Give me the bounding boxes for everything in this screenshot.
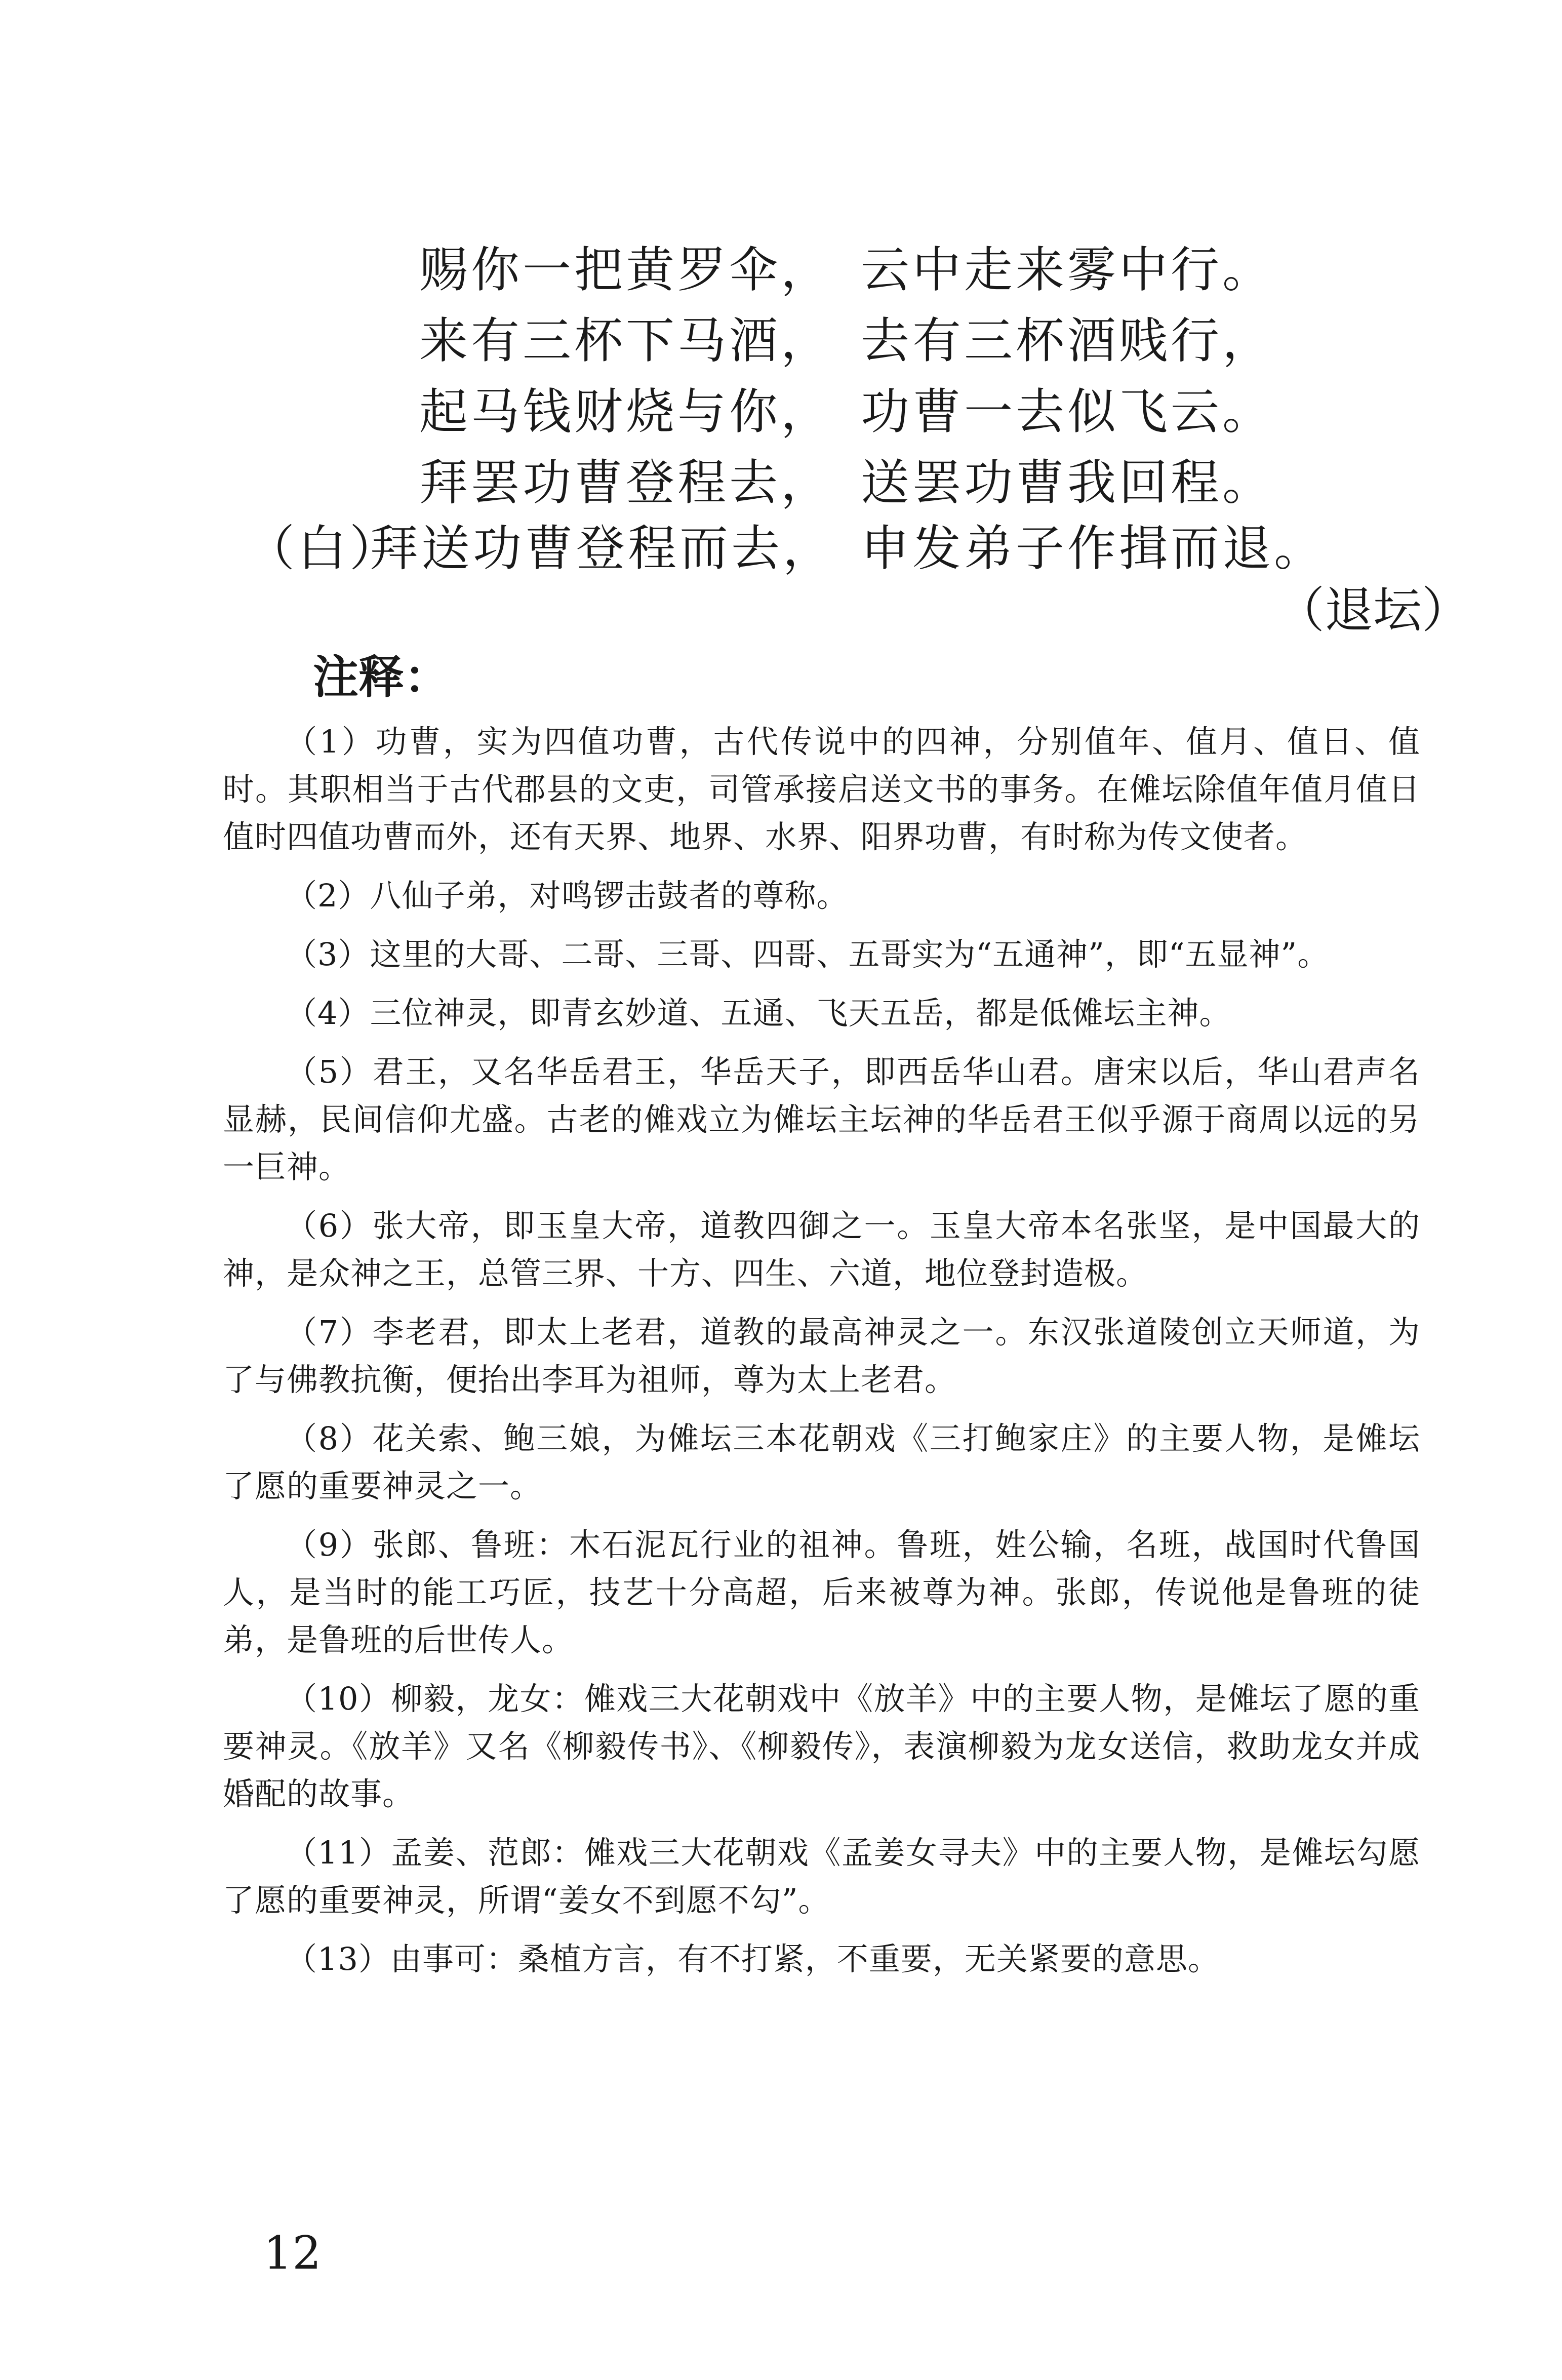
note-5: （5）君王，又名华岳君王，华岳天子，即西岳华山君。唐宋以后，华山君声名显赫，民间信仰尤盛。古老的傩戏立为傩坛主坛神的华岳君王似乎源于商周以远的另一巨神。 bbox=[223, 1053, 1420, 1185]
note-2: （2）八仙子弟，对鸣锣击鼓者的尊称。 bbox=[286, 877, 849, 914]
note-4: （4）三位神灵，即青玄妙道、五通、飞天五岳，都是低傩坛主神。 bbox=[286, 995, 1231, 1032]
verse-line-4-left: 拜罢功曹登程去， bbox=[419, 454, 832, 511]
note-9: （9）张郎、鲁班：木石泥瓦行业的祖神。鲁班，姓公输，名班，战国时代鲁国人，是当时的能工巧匠，技艺十分高超，后来被尊为神。张郎，传说他是鲁班的徒弟，是鲁班的后世传人。 bbox=[223, 1526, 1420, 1658]
note-10: （10）柳毅，龙女：傩戏三大花朝戏中《放羊》中的主要人物，是傩坛了愿的重要神灵。《放羊》又名《柳毅传书》、《柳毅传》，表演柳毅为龙女送信，救助龙女并成婚配的故事。 bbox=[223, 1680, 1420, 1812]
verse-line-3-right: 功曹一去似飞云。 bbox=[861, 383, 1274, 440]
note-3: （3）这里的大哥、二哥、三哥、四哥、五哥实为“五通神”，即“五显神”。 bbox=[286, 936, 1330, 973]
exit-stage-note: （退坛） bbox=[1276, 582, 1470, 639]
notes-list bbox=[223, 718, 1420, 1994]
verse-line-2-right: 去有三杯酒贱行， bbox=[861, 312, 1274, 369]
note-11: （11）孟姜、范郎：傩戏三大花朝戏《孟姜女寻夫》中的主要人物，是傩坛勾愿了愿的重要神灵，所谓“姜女不到愿不勾”。 bbox=[223, 1834, 1420, 1919]
verse-line-5-left: 拜送功曹登程而去， bbox=[370, 520, 834, 577]
verse-line-3-left: 起马钱财烧与你， bbox=[419, 383, 832, 440]
verse-line-5-prefix: （白） bbox=[246, 520, 401, 577]
note-1: （1）功曹，实为四值功曹，古代传说中的四神，分别值年、值月、值日、值时。其职相当于古代郡县的文吏，司管承接启送文书的事务。在傩坛除值年值月值日值时四值功曹而外，还有天界、地界、水界、阳界功曹，有时称为传文使者。 bbox=[223, 723, 1420, 855]
notes-heading: 注释： bbox=[313, 651, 450, 704]
verse-line-5-right: 申发弟子作揖而退。 bbox=[861, 520, 1326, 577]
note-13: （13）由事可：桑植方言，有不打紧，不重要，无关紧要的意思。 bbox=[286, 1940, 1220, 1977]
note-6: （6）张大帝，即玉皇大帝，道教四御之一。玉皇大帝本名张坚，是中国最大的神，是众神之王，总管三界、十方、四生、六道，地位登封造极。 bbox=[223, 1207, 1420, 1292]
verse-line-1-right: 云中走来雾中行。 bbox=[861, 242, 1274, 298]
verse-line-2-left: 来有三杯下马酒， bbox=[419, 312, 832, 369]
note-8: （8）花关索、鲍三娘，为傩坛三本花朝戏《三打鲍家庄》的主要人物，是傩坛了愿的重要神灵之一。 bbox=[223, 1420, 1420, 1504]
verse-line-1-left: 赐你一把黄罗伞， bbox=[419, 242, 832, 298]
verse-line-4-right: 送罢功曹我回程。 bbox=[861, 454, 1274, 511]
note-7: （7）李老君，即太上老君，道教的最高神灵之一。东汉张道陵创立天师道，为了与佛教抗衡，便抬出李耳为祖师，尊为太上老君。 bbox=[223, 1314, 1420, 1398]
page-number: 12 bbox=[263, 2227, 322, 2280]
